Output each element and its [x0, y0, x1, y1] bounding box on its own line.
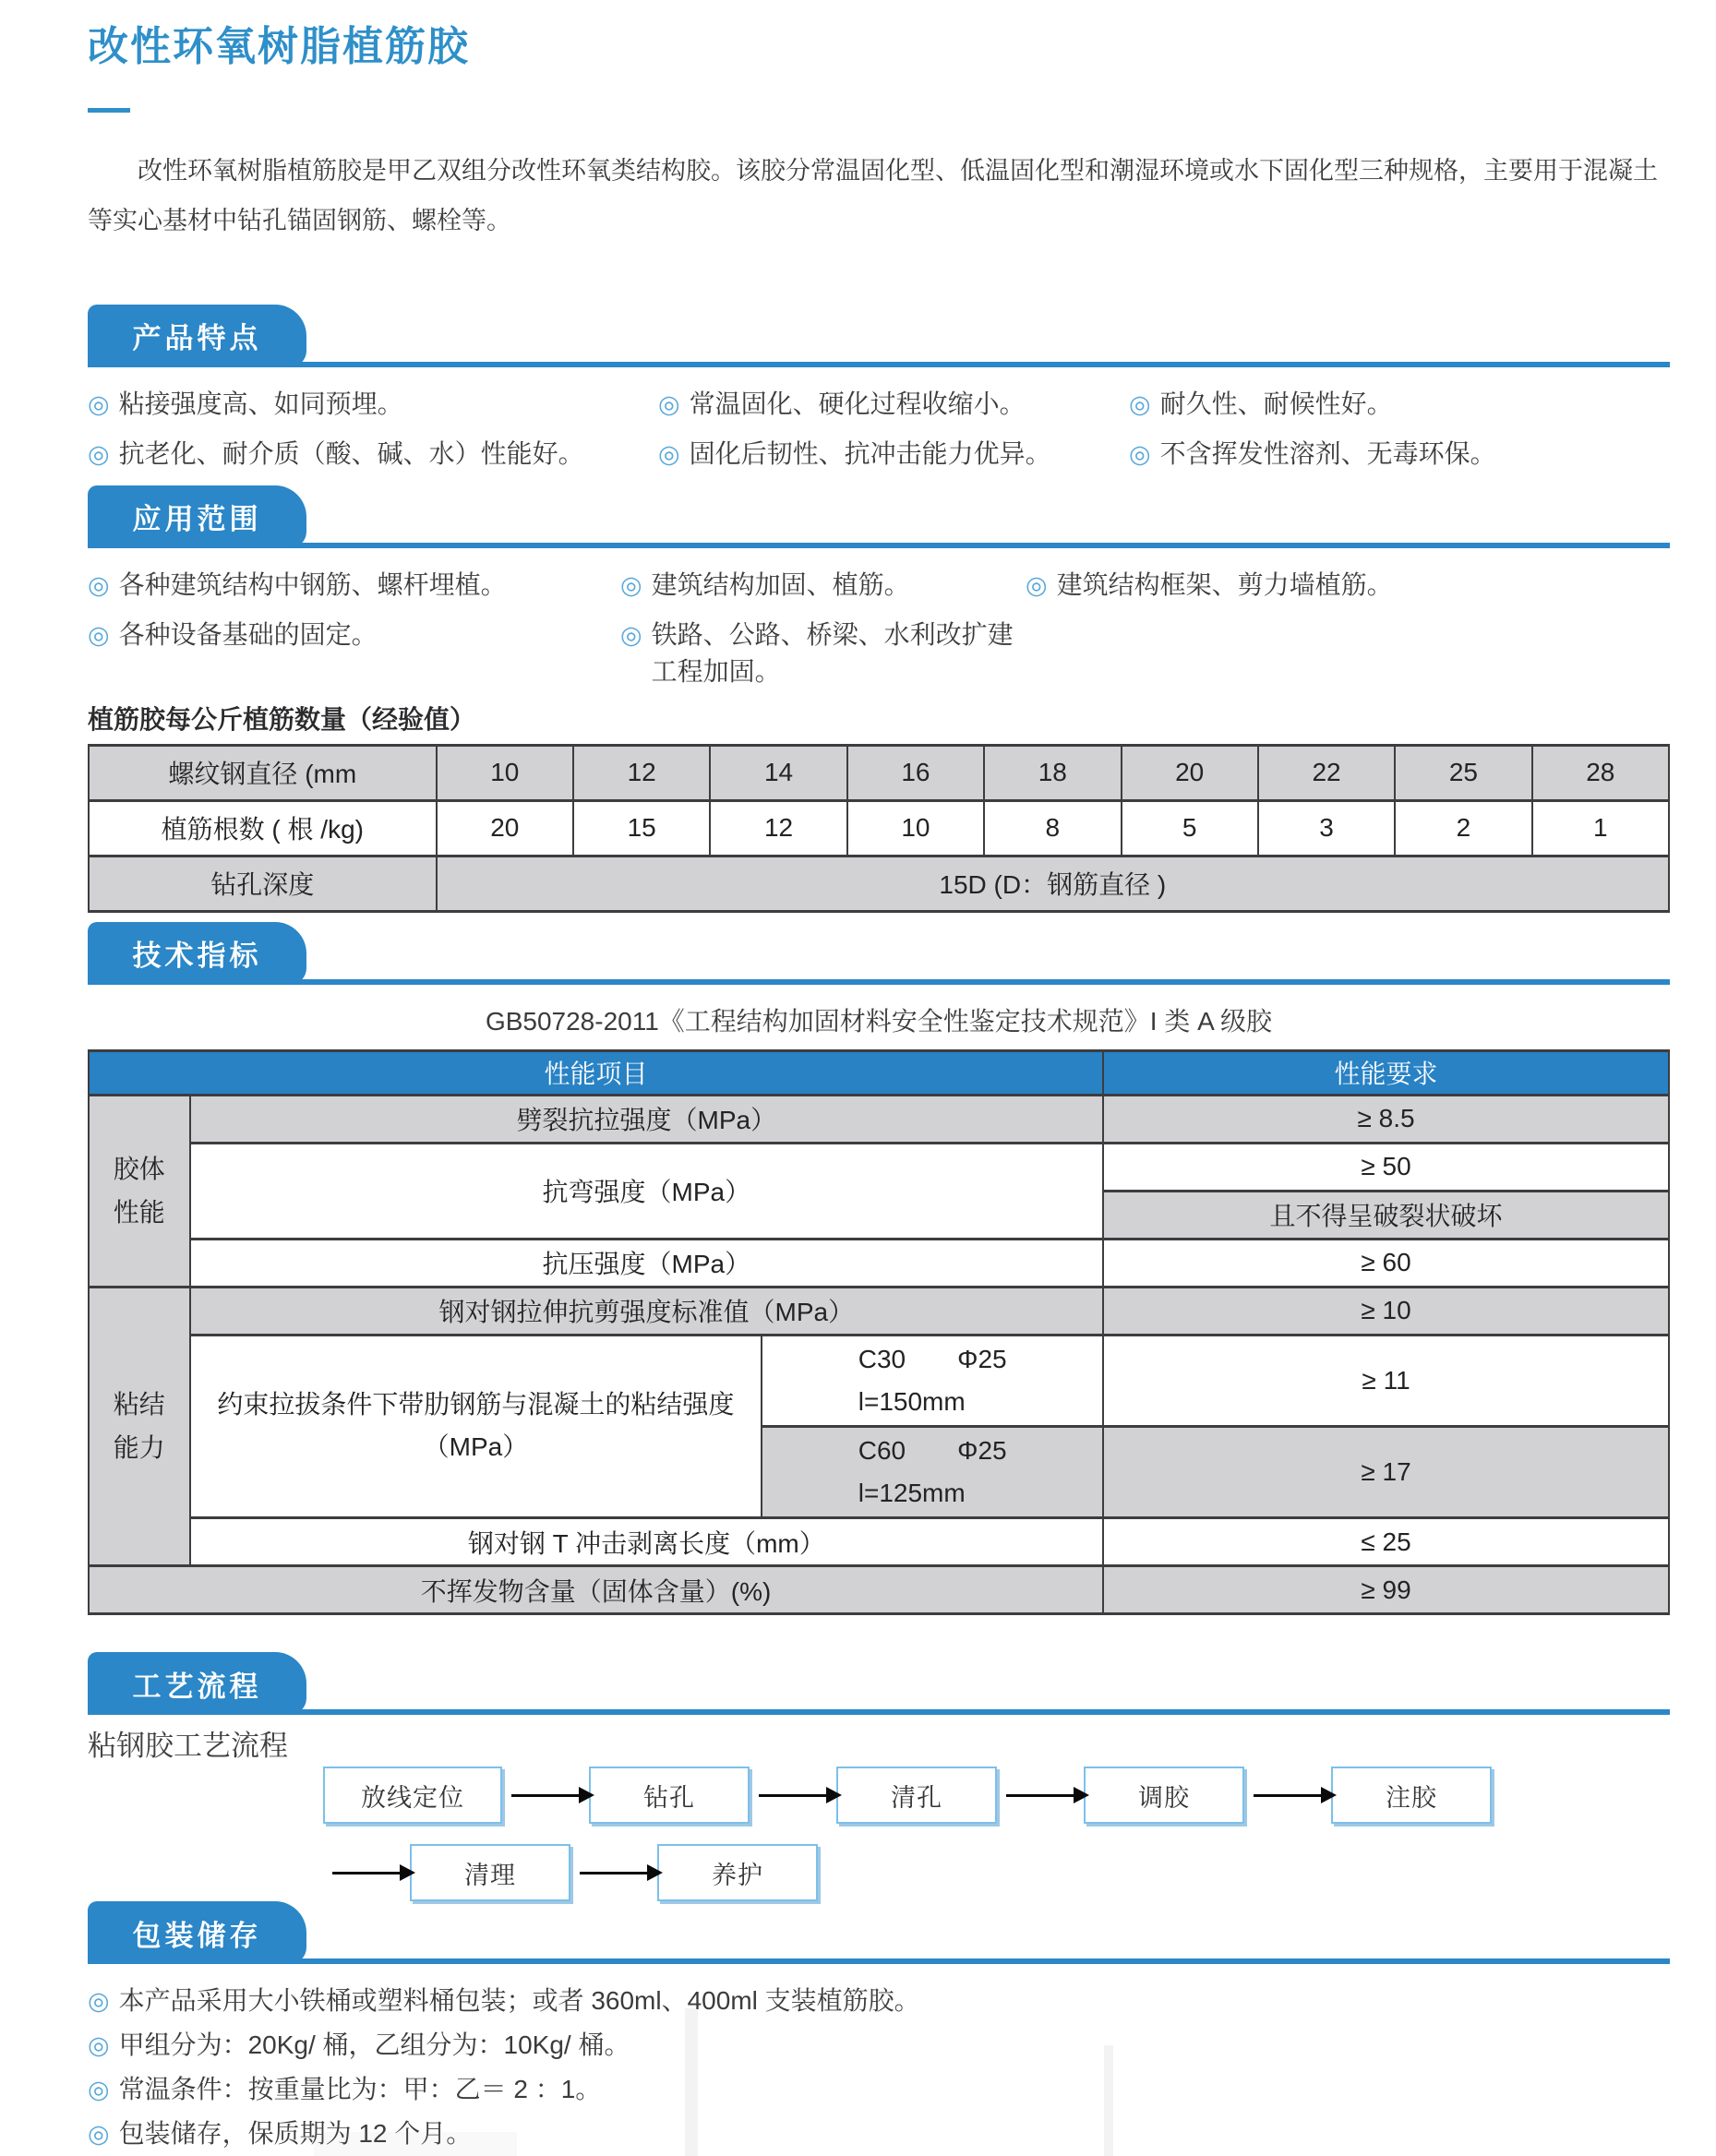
table-row	[89, 1287, 1669, 1335]
bullet-icon: ◎	[88, 389, 110, 418]
tech-spec-c60-line2: l=125mm	[858, 1479, 966, 1508]
tech-req-split-tensile: ≥ 8.5	[1103, 1095, 1669, 1143]
tech-req-c60: ≥ 17	[1103, 1426, 1669, 1517]
dosage-diameter-value: 18	[984, 745, 1121, 800]
section-badge-applications: 应用范围	[88, 485, 306, 548]
packaging-list	[88, 1979, 1670, 2156]
bullet-icon: ◎	[620, 620, 642, 649]
packaging-item	[88, 2023, 1670, 2067]
bullet-icon: ◎	[88, 1987, 110, 2016]
tech-item-peel: 钢对钢 T 冲击剥离长度（mm）	[190, 1518, 1104, 1566]
feature-text: 不含挥发性溶剂、无毒环保。	[1159, 438, 1496, 468]
section-rule	[88, 543, 1670, 548]
tech-item-bond-line1: 约束拉拔条件下带肋钢筋与混凝土的粘结强度	[217, 1390, 735, 1419]
feature-text: 耐久性、耐候性好。	[1159, 389, 1393, 418]
application-text: 铁路、公路、桥梁、水利改扩建工程加固。	[651, 619, 1014, 686]
arrow-right-icon	[759, 1794, 827, 1797]
feature-text: 粘接强度高、如同预埋。	[118, 389, 403, 418]
tech-req-c30: ≥ 11	[1103, 1335, 1669, 1426]
application-item	[620, 617, 1026, 690]
table-row	[89, 1050, 1669, 1095]
arrow-right-icon	[511, 1794, 580, 1797]
flow-step-cleanup: 清理	[410, 1844, 570, 1901]
intro-line-2: 等实心基材中钻孔锚固钢筋、螺栓等。	[88, 206, 511, 234]
table-row	[89, 745, 1669, 800]
feature-text: 抗老化、耐介质（酸、碱、水）性能好。	[118, 438, 584, 468]
section-header-process	[88, 1652, 1670, 1715]
arrow-right-icon	[1006, 1794, 1074, 1797]
dosage-count-value: 2	[1395, 800, 1531, 856]
tech-item-shear: 钢对钢拉伸抗剪强度标准值（MPa）	[190, 1287, 1104, 1335]
title-underline	[88, 108, 130, 113]
section-badge-process: 工艺流程	[88, 1652, 306, 1715]
packaging-text: 包装储存，保质期为 12 个月。	[118, 2119, 473, 2149]
tech-header-req: 性能要求	[1103, 1050, 1669, 1095]
section-header-packaging	[88, 1901, 1670, 1964]
dosage-diameter-value: 10	[437, 745, 573, 800]
flow-step-inject: 注胶	[1331, 1767, 1492, 1824]
process-subtitle: 粘钢胶工艺流程	[88, 1730, 288, 1763]
dosage-count-value: 1	[1532, 800, 1669, 856]
tech-item-compressive: 抗压强度（MPa）	[190, 1239, 1104, 1287]
dosage-diameter-value: 12	[573, 745, 710, 800]
tech-item-split-tensile: 劈裂抗拉强度（MPa）	[190, 1095, 1104, 1143]
application-item	[620, 567, 1026, 604]
bullet-icon: ◎	[658, 389, 680, 418]
packaging-text: 甲组分为：20Kg/ 桶，乙组分为：10Kg/ 桶。	[118, 2030, 630, 2060]
dosage-count-value: 8	[984, 800, 1121, 856]
application-text: 建筑结构框架、剪力墙植筋。	[1056, 569, 1393, 599]
application-text: 建筑结构加固、植筋。	[651, 569, 910, 599]
flow-step-cure: 养护	[657, 1844, 818, 1901]
tech-req-compressive: ≥ 60	[1103, 1239, 1669, 1287]
flow-step-drill: 钻孔	[589, 1767, 750, 1824]
dosage-table	[88, 744, 1670, 913]
section-badge-tech: 技术指标	[88, 922, 306, 985]
tech-req-nonvolatile: ≥ 99	[1103, 1566, 1669, 1614]
bullet-icon: ◎	[88, 570, 110, 599]
tech-item-bond	[190, 1335, 762, 1518]
tech-req-peel: ≤ 25	[1103, 1518, 1669, 1566]
feature-item	[658, 436, 1129, 473]
bullet-icon: ◎	[88, 2076, 110, 2104]
packaging-text: 本产品采用大小铁桶或塑料桶包装；或者 360ml、400ml 支装植筋胶。	[118, 1986, 920, 2016]
tech-group-bond: 粘结能力	[89, 1287, 190, 1566]
application-text: 各种设备基础的固定。	[118, 619, 378, 649]
application-item	[88, 567, 620, 604]
feature-item	[1129, 386, 1670, 423]
dosage-diameter-value: 25	[1395, 745, 1531, 800]
section-badge-features: 产品特点	[88, 305, 306, 367]
dosage-count-value: 20	[437, 800, 573, 856]
tech-spec-c60	[762, 1426, 1103, 1517]
feature-item	[88, 436, 658, 473]
flow-step-layout: 放线定位	[323, 1767, 502, 1824]
table-row	[89, 1239, 1669, 1287]
dosage-diameter-value: 16	[847, 745, 984, 800]
dosage-diameter-label: 螺纹钢直径 (mm	[89, 745, 437, 800]
features-list	[88, 386, 1670, 473]
bullet-icon: ◎	[88, 2120, 110, 2149]
dosage-diameter-value: 28	[1532, 745, 1669, 800]
tech-table	[88, 1049, 1670, 1616]
tech-standard-note: GB50728-2011《工程结构加固材料安全性鉴定技术规范》I 类 A 级胶	[485, 1006, 1273, 1036]
bullet-icon: ◎	[88, 439, 110, 468]
tech-spec-c30-line1: C30 Φ25	[858, 1344, 1007, 1373]
bullet-icon: ◎	[88, 620, 110, 649]
dosage-depth-label: 钻孔深度	[89, 856, 437, 911]
tech-req-flexural: ≥ 50	[1103, 1143, 1669, 1191]
table-row	[89, 856, 1669, 911]
packaging-text: 常温条件：按重量比为：甲：乙＝ 2 ：1。	[118, 2075, 602, 2104]
intro-paragraph	[88, 146, 1670, 246]
table-row	[89, 1095, 1669, 1143]
feature-item	[88, 386, 658, 423]
flow-step-clean-hole: 清孔	[836, 1767, 997, 1824]
dosage-count-label: 植筋根数 ( 根 /kg)	[89, 800, 437, 856]
tech-req-flexural-note: 且不得呈破裂状破坏	[1103, 1191, 1669, 1239]
packaging-item	[88, 2067, 1670, 2112]
tech-item-flexural: 抗弯强度（MPa）	[190, 1143, 1104, 1239]
dosage-depth-value: 15D (D：钢筋直径 )	[437, 856, 1669, 911]
intro-line-1: 改性环氧树脂植筋胶是甲乙双组分改性环氧类结构胶。该胶分常温固化型、低温固化型和潮湿环境或水下固化型三种规格，主要用于混凝土	[138, 156, 1658, 185]
page-title: 改性环氧树脂植筋胶	[88, 24, 470, 69]
tech-item-nonvolatile: 不挥发物含量（固体含量）(%)	[89, 1566, 1103, 1614]
process-flow-row-1	[323, 1767, 1670, 1824]
bullet-icon: ◎	[658, 439, 680, 468]
packaging-item	[88, 1979, 1670, 2023]
application-text: 各种建筑结构中钢筋、螺杆埋植。	[118, 569, 507, 599]
dosage-count-value: 12	[710, 800, 846, 856]
application-item	[1026, 567, 1670, 604]
table-row	[89, 1566, 1669, 1614]
tech-spec-c60-line1: C60 Φ25	[858, 1435, 1007, 1465]
dosage-count-value: 15	[573, 800, 710, 856]
dosage-count-value: 5	[1122, 800, 1258, 856]
tech-spec-c30	[762, 1335, 1103, 1426]
table-row	[89, 1518, 1669, 1566]
table-row	[89, 800, 1669, 856]
dosage-diameter-value: 20	[1122, 745, 1258, 800]
section-rule	[88, 362, 1670, 367]
tech-req-shear: ≥ 10	[1103, 1287, 1669, 1335]
tech-spec-c30-line2: l=150mm	[858, 1386, 966, 1416]
table-row	[89, 1335, 1669, 1426]
feature-text: 固化后韧性、抗冲击能力优异。	[689, 438, 1051, 468]
arrow-right-icon	[332, 1872, 401, 1875]
feature-text: 常温固化、硬化过程收缩小。	[689, 389, 1026, 418]
dosage-diameter-value: 14	[710, 745, 846, 800]
dosage-count-value: 3	[1258, 800, 1395, 856]
tech-group-body: 胶体性能	[89, 1095, 190, 1287]
section-header-features	[88, 305, 1670, 367]
packaging-item	[88, 2112, 1670, 2156]
feature-item	[658, 386, 1129, 423]
arrow-right-icon	[580, 1872, 648, 1875]
dosage-table-caption: 植筋胶每公斤植筋数量（经验值）	[88, 704, 476, 734]
tech-item-bond-line2: （MPa）	[423, 1432, 529, 1462]
bullet-icon: ◎	[88, 2031, 110, 2060]
bullet-icon: ◎	[620, 570, 642, 599]
applications-list	[88, 567, 1670, 690]
section-rule	[88, 979, 1670, 985]
section-header-applications	[88, 485, 1670, 548]
section-badge-packaging: 包装储存	[88, 1901, 306, 1964]
table-row	[89, 1143, 1669, 1191]
bullet-icon: ◎	[1129, 389, 1151, 418]
bullet-icon: ◎	[1026, 570, 1048, 599]
bullet-icon: ◎	[1129, 439, 1151, 468]
feature-item	[1129, 436, 1670, 473]
flow-step-mix: 调胶	[1084, 1767, 1244, 1824]
dosage-count-value: 10	[847, 800, 984, 856]
process-flow-row-2	[323, 1844, 1670, 1901]
arrow-right-icon	[1254, 1794, 1322, 1797]
section-rule	[88, 1709, 1670, 1715]
section-rule	[88, 1958, 1670, 1964]
application-item	[88, 617, 620, 690]
section-header-tech	[88, 922, 1670, 985]
tech-header-item: 性能项目	[89, 1050, 1103, 1095]
dosage-diameter-value: 22	[1258, 745, 1395, 800]
